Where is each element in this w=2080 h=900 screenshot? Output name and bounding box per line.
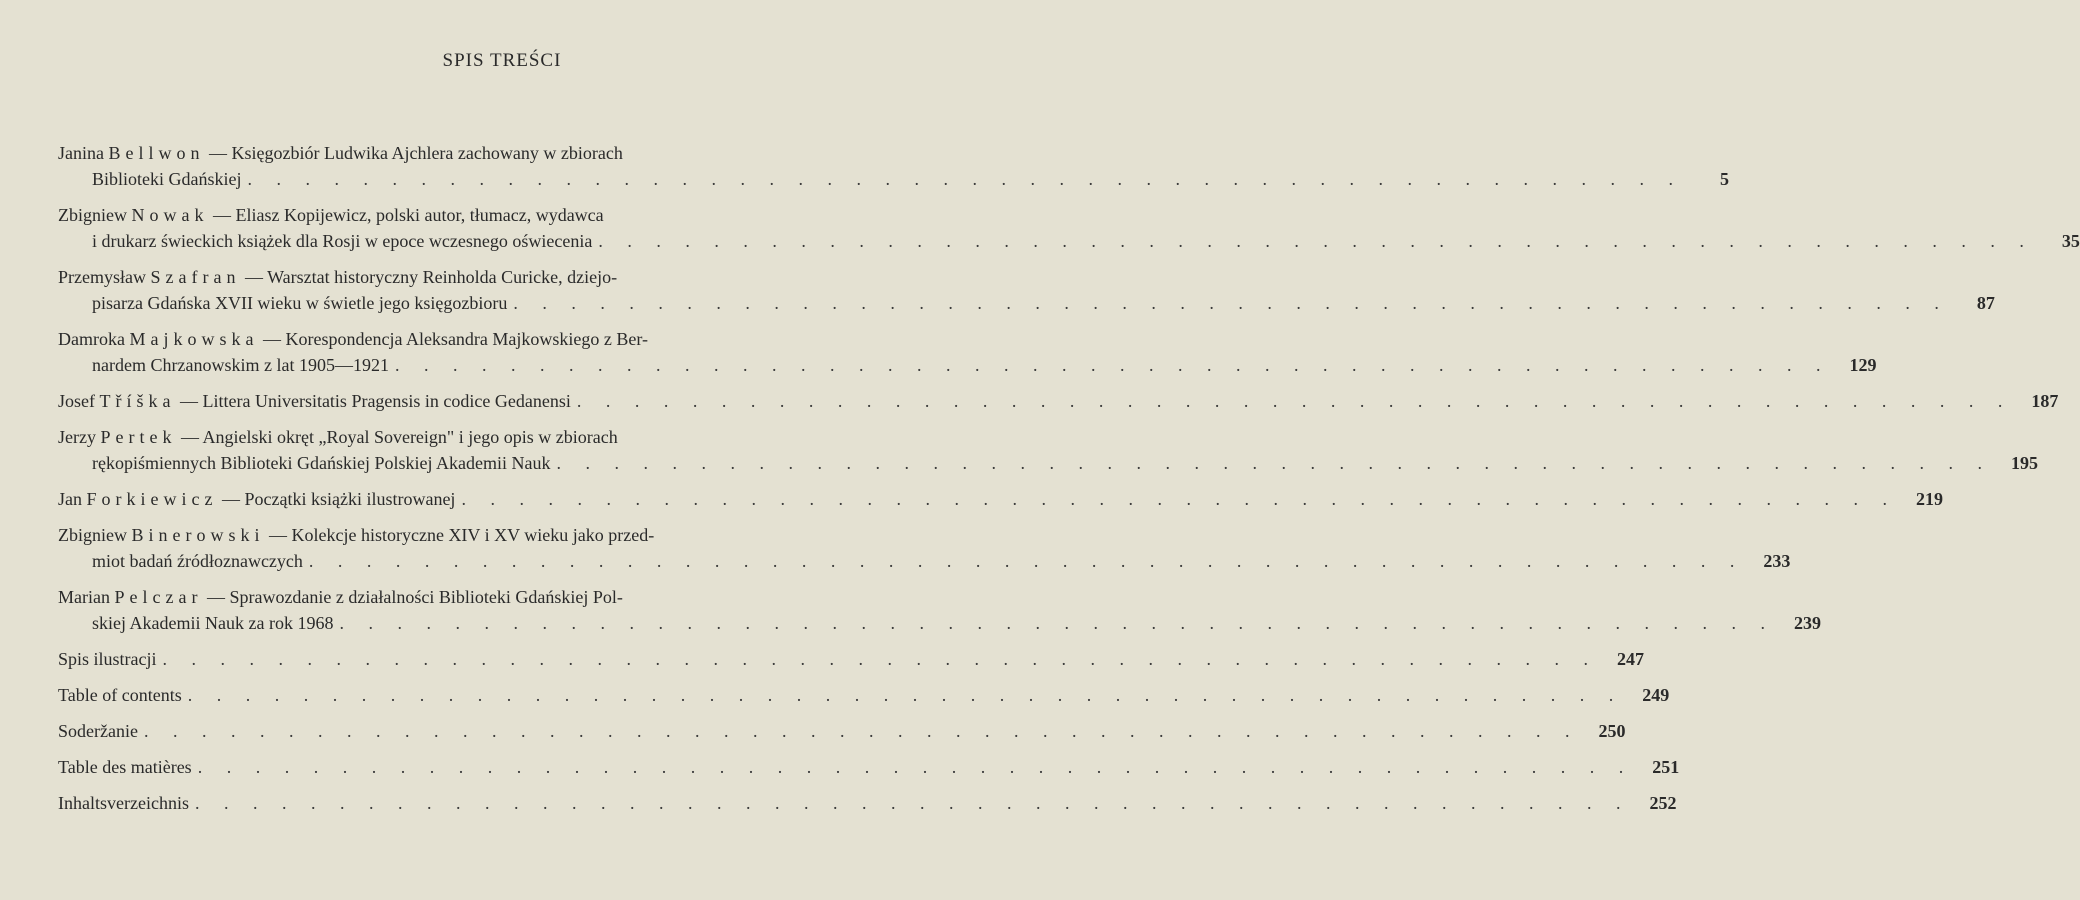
entry-line	[58, 388, 2059, 414]
toc-entry	[58, 522, 1791, 574]
page-number: 219	[1915, 489, 1943, 509]
toc-entry	[58, 140, 1729, 192]
author-surname: Bellwon	[108, 143, 205, 163]
toc-entry	[58, 486, 1943, 512]
page-number: 233	[1763, 551, 1791, 571]
author-first-name: Janina	[58, 143, 104, 163]
entry-title-start: — Sprawozdanie z działalności Biblioteki Gdańskiej Pol-	[206, 587, 623, 607]
dot-leader: . . . . . . . . . . . . . . . . . . . . . . . . . . . . . . . . . . . . . . . . . . . . . . . . . .	[394, 355, 1831, 375]
page-number: 195	[2010, 453, 2038, 473]
toc-entry	[58, 646, 1644, 672]
entry-title: — Początki książki ilustrowanej	[221, 489, 456, 509]
entry-first-line	[58, 522, 932, 548]
author-first-name: Jan	[58, 489, 82, 509]
entry-line	[58, 682, 1670, 708]
page-number: 249	[1642, 685, 1670, 705]
toc-entry	[58, 682, 1670, 708]
entry-title-end: miot badań źródłoznawczych	[92, 551, 303, 571]
entry-title-start: — Warsztat historyczny Reinholda Curicke, dziejo-	[244, 267, 618, 287]
dot-leader: . . . . . . . . . . . . . . . . . . . . . . . . . . . . . . . . . . . . . . . . . . . . . . . . . .	[339, 613, 1775, 633]
entry-last-line	[58, 228, 2080, 254]
author-surname: Majkowska	[129, 329, 259, 349]
entry-title-end: skiej Akademii Nauk za rok 1968	[92, 613, 334, 633]
dot-leader: . . . . . . . . . . . . . . . . . . . . . . . . . . . . . . . . . . . . . . . . . . . . . . . . . .	[513, 293, 1949, 313]
author-first-name: Przemysław	[58, 267, 146, 287]
entry-first-line	[58, 326, 932, 352]
toc-entry	[58, 754, 1680, 780]
page-number: 5	[1719, 169, 1729, 189]
entry-last-line	[58, 352, 1877, 378]
author-surname: Szafran	[150, 267, 241, 287]
entry-first-line	[58, 202, 932, 228]
entry-title-end: rękopiśmiennych Biblioteki Gdańskiej Polskiej Akademii Nauk	[92, 453, 551, 473]
toc-entry	[58, 584, 1821, 636]
table-of-contents	[58, 140, 2080, 826]
author-first-name: Jerzy	[58, 427, 96, 447]
dot-leader: . . . . . . . . . . . . . . . . . . . . . . . . . . . . . . . . . . . . . . . . . . . . . . . . . .	[194, 793, 1631, 813]
entry-first-line	[58, 264, 932, 290]
entry-text	[58, 486, 455, 512]
entry-title-start: — Księgozbiór Ludwika Ajchlera zachowany w zbiorach	[208, 143, 623, 163]
dot-leader: . . . . . . . . . . . . . . . . . . . . . . . . . . . . . . . . . . . . . . . . . . . . . . . . . .	[576, 391, 2013, 411]
dot-leader: . . . . . . . . . . . . . . . . . . . . . . . . . . . . . . . . . . . . . . . . . . . . . . . . . .	[461, 489, 1897, 509]
entry-title-start: — Eliasz Kopijewicz, polski autor, tłumacz, wydawca	[213, 205, 604, 225]
author-surname: Pertek	[100, 427, 177, 447]
entry-line	[58, 718, 1626, 744]
author-surname: Tříška	[99, 391, 176, 411]
page-number: 251	[1652, 757, 1680, 777]
page-number: 250	[1598, 721, 1626, 741]
author-surname: Nowak	[131, 205, 209, 225]
entry-last-line	[58, 166, 1729, 192]
dot-leader: . . . . . . . . . . . . . . . . . . . . . . . . . . . . . . . . . . . . . . . . . . . . . . . . . .	[187, 685, 1624, 705]
entry-title-start: — Kolekcje historyczne XIV i XV wieku jako przed-	[269, 525, 655, 545]
entry-title-end: i drukarz świeckich książek dla Rosji w epoce wczesnego oświecenia	[92, 231, 593, 251]
page-number: 129	[1849, 355, 1877, 375]
toc-entry	[58, 202, 2080, 254]
toc-entry	[58, 326, 1877, 378]
entry-last-line	[58, 610, 1821, 636]
entry-last-line	[58, 290, 1995, 316]
page-title: SPIS TREŚCI	[442, 50, 562, 71]
author-surname: Forkiewicz	[86, 489, 218, 509]
dot-leader: . . . . . . . . . . . . . . . . . . . . . . . . . . . . . . . . . . . . . . . . . . . . . . . . . .	[556, 453, 1992, 473]
author-first-name: Zbigniew	[58, 205, 127, 225]
entry-first-line	[58, 584, 932, 610]
entry-line	[58, 790, 1677, 816]
entry-title: Spis ilustracji	[58, 649, 157, 669]
entry-title: Table of contents	[58, 685, 182, 705]
entry-line	[58, 754, 1680, 780]
entry-title: Inhaltsverzeichnis	[58, 793, 189, 813]
toc-entry	[58, 718, 1626, 744]
entry-title: Table des matières	[58, 757, 192, 777]
author-surname: Pelczar	[114, 587, 203, 607]
dot-leader: . . . . . . . . . . . . . . . . . . . . . . . . . . . . . . . . . . . . . . . . . . . . . . . . . .	[598, 231, 2034, 251]
dot-leader: . . . . . . . . . . . . . . . . . . . . . . . . . . . . . . . . . . . . . . . . . . . . . . . . . .	[197, 757, 1634, 777]
entry-title-end: nardem Chrzanowskim z lat 1905—1921	[92, 355, 389, 375]
dot-leader: . . . . . . . . . . . . . . . . . . . . . . . . . . . . . . . . . . . . . . . . . . . . . . . . . .	[162, 649, 1598, 669]
toc-entry	[58, 790, 1677, 816]
entry-first-line	[58, 140, 932, 166]
entry-line	[58, 486, 1943, 512]
page-number: 35	[2061, 231, 2080, 251]
entry-title-start: — Korespondencja Aleksandra Majkowskiego z Ber-	[262, 329, 649, 349]
dot-leader: . . . . . . . . . . . . . . . . . . . . . . . . . . . . . . . . . . . . . . . . . . . . . . . . . .	[247, 169, 1683, 189]
entry-title-start: — Angielski okręt „Royal Sovereign" i jego opis w zbiorach	[180, 427, 618, 447]
author-surname: Binerowski	[131, 525, 265, 545]
page-number: 247	[1617, 649, 1644, 669]
author-first-name: Zbigniew	[58, 525, 127, 545]
toc-entry	[58, 264, 1995, 316]
entry-last-line	[58, 548, 1791, 574]
page-number: 87	[1976, 293, 1995, 313]
entry-title-end: Biblioteki Gdańskiej	[92, 169, 242, 189]
entry-title-end: pisarza Gdańska XVII wieku w świetle jego księgozbioru	[92, 293, 508, 313]
entry-last-line	[58, 450, 2038, 476]
dot-leader: . . . . . . . . . . . . . . . . . . . . . . . . . . . . . . . . . . . . . . . . . . . . . . . . . .	[308, 551, 1745, 571]
entry-title: Soderžanie	[58, 721, 138, 741]
entry-title: — Littera Universitatis Pragensis in codice Gedanensi	[179, 391, 571, 411]
author-first-name: Josef	[58, 391, 95, 411]
author-first-name: Damroka	[58, 329, 125, 349]
page-number: 187	[2031, 391, 2059, 411]
page-number: 252	[1649, 793, 1677, 813]
page-number: 239	[1793, 613, 1821, 633]
entry-line	[58, 646, 1644, 672]
entry-text	[58, 388, 571, 414]
entry-first-line	[58, 424, 932, 450]
author-first-name: Marian	[58, 587, 110, 607]
dot-leader: . . . . . . . . . . . . . . . . . . . . . . . . . . . . . . . . . . . . . . . . . . . . . . . . . .	[143, 721, 1580, 741]
toc-entry	[58, 388, 2059, 414]
toc-entry	[58, 424, 2038, 476]
